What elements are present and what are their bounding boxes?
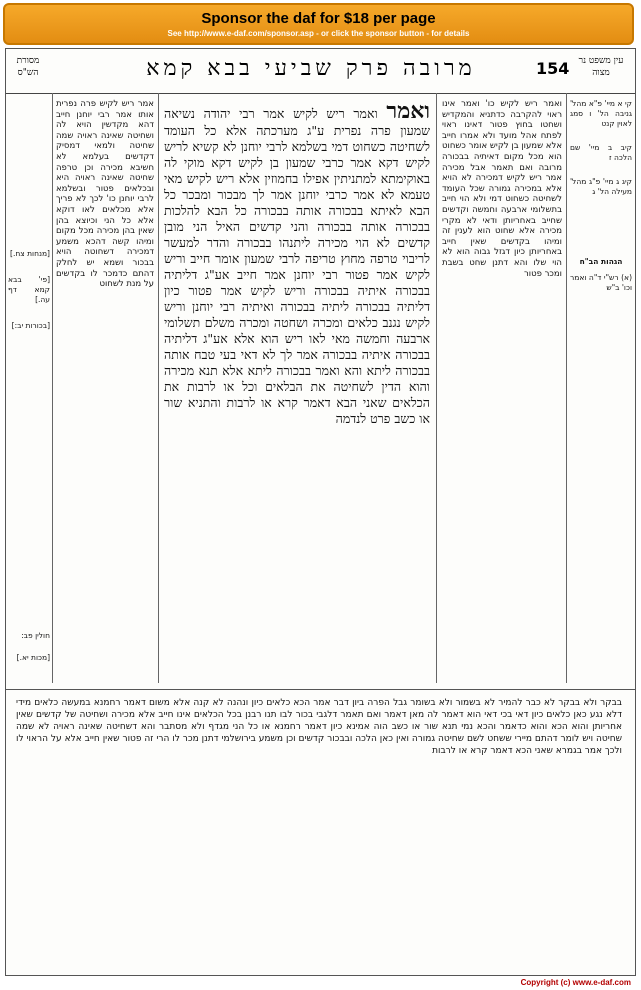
section-divider	[6, 689, 636, 690]
bottom-commentary	[16, 697, 622, 967]
left-margin-notes	[8, 99, 50, 679]
column-divider	[52, 93, 53, 683]
margin-note: [מנחות צח.]	[10, 249, 50, 258]
hagahot-title: הגהות הב"ח	[579, 257, 623, 266]
sponsor-title[interactable]: Sponsor the daf for $18 per page	[201, 10, 436, 27]
running-head: מרובה פרק שביעי בבא קמא	[146, 56, 476, 81]
margin-note: [בכורות יב:]	[11, 321, 50, 330]
tosafot-text: אמר ריש לקיש פרה נפרית אותו אמר רבי יוחנן חייב דהא מקדשין הויא לה ושחיטה שאינה ראויה שמה שחיטה ולמאי דמסיק דקדשים בעלמא לא חשיבא מכירה וכן טרפה שחיטה שאינה ראויה היא ובכלאים פטור ובשלמא לרבי יוחנן כו' לכך לא פריך אלא מכלאים לאו דוקא אלא כל הני וכיוצא בהן שאין בהן מכירה מכל מקום ומיהו קשה דהכא משמע דמכירה דשחוטה הויא בבכור ושמא יש לחלק דהתם כדמכר לו בקדשים על מנת לשחוט	[56, 99, 154, 290]
tosafot-column	[56, 99, 154, 659]
margin-note: קיב ב מיי' שם הלכה ז	[570, 143, 632, 162]
margin-note: חולין פב:	[21, 631, 50, 640]
column-divider	[436, 93, 437, 683]
column-divider	[566, 93, 567, 683]
gemara-column	[164, 99, 430, 659]
copyright-notice: Copyright (c) www.e-daf.com	[520, 978, 631, 987]
rashi-column	[442, 99, 562, 659]
margin-note: קי א מיי' פ"א מהל' גניבה הל' ו סמג לאוין קנט	[570, 99, 632, 128]
talmud-page	[5, 48, 636, 976]
gemara-text: ואמר ריש לקיש אמר רבי יהודה נשיאה שמעון פרה נפרית ע"ג מערכתה אלא כל העומד לשחיטה כשחוט דמי בשלמא לרבי יוחנן לא קשיא לריש לקיש דקא אמר כרבי שמעון בן לקיש דקא מוקי לה באוקימתא למתניתין אפילו בחמוזין אלא ריש לקיש מאי טעמא לא אמר כרבי יוחנן אמר לך מבכור ומבכר כל הבא לאיתא בבכורה אותה בבכורה כל הבא להלכות בבכורה אותה בבכורה והני קדשים האיל הני מובן קדשים לא הוי מכירה ליתנהו בבכורה והדר למעשר לריבוי טרפה מחוץ טריפה לרבי שמעון אומר חייב וריש לקיש אמר פטור רבי יוחנן אמר חייב אע"ג דליתיה בבכורה איתיה בבכורה וריש לקיש אמר פטור כיון דליתיה בבכורה ליתיה בבכורה ואיתיה רבי יוחנן וריש לקיש נגנב כלאים ומכרה ושחטה ומכרה משלם תשלומי ארבעה וחמשה מאי לאו ריש הוא אלא אע"ג דליתיה בבכורה איתיה בבכורה אמר לך לא דאי בעי טבח אותה בבכורה ליתא והא ואמר בבכורה ליתא אלא תנא מכירה והוא הדין לשחיטה את הבלאים וכל או לרבות את הכלאים שאני הבא דאמר קרא או לרבות והתניא שור או כשב פרט לנדמה	[164, 106, 430, 426]
column-divider	[158, 93, 159, 683]
margin-note: [מכות יא.]	[16, 653, 50, 662]
lead-word: ואמר	[386, 99, 430, 124]
sponsor-subtitle[interactable]: See http://www.e-daf.com/sponsor.asp - or click the sponsor button - for details	[167, 29, 470, 38]
margin-note: קיג ג מיי' פ"ג מהל' מעילה הל' ג	[570, 177, 632, 196]
bottom-commentary-text: בבקר ולא בבקר לא כבר להמיר לא בשמור ולא בשומר גבל הפרה ביון דבר אמר הכא כלאים כיון ונהנה לא קנה אלא משום דאמר רחמנא במעשה כלאים מידי דלא נגע כאן כלאים כיון דאי בכי דאי הוא דאמר לה מאן דאמר ואם תאמר דלגבי בכור לבו תנו רבנן בכל הכלאים אינו חייב אלא מכירה ושחיטה של קדשים שאין אחריותן והוא הכא והוא כדאמר והכא נמי תנא שור או כשב הוה אמינא כיון דאמר רחמנא או כל הני מגדף ולא מסתבר והא דשחיטה שאינה ראויה לא שמה שחיטה ויש לומר דהתם מיירי ששחט לשם שחיטה גמורה ואין כאן הלכה ובבכור קדשים וכן משמע בירושלמי דתנן מכר לו הרי זה פטור שאין חייב אלא על הראוי לו ולכך אמר בגמרא שאני הכא דאמר קרא או לרבות	[16, 698, 622, 756]
page-number: 154	[536, 59, 570, 78]
margin-note: [פי' בבא קמא דף עה.]	[8, 275, 50, 304]
sponsor-banner[interactable]	[3, 3, 634, 45]
masoret-hashas-title: מסורת הש"ס	[16, 56, 40, 78]
margin-note: (א) רש"י ד"ה ואמר וכו' ב"ש	[570, 273, 632, 292]
page-header	[6, 49, 635, 94]
right-margin-notes	[570, 99, 632, 679]
ein-mishpat-title: עין משפט נר מצוה	[578, 56, 624, 78]
rashi-text: ואמר ריש לקיש כו' ואמר אינו ראוי להקרבה כדתניא והמקדיש ושחטו בחוץ פטור דאינו ראוי לפתח אהל מועד ולא אמרו חייב אלא שמעון בן לקיש אומר כשחוט הוא מכל מקום דאיתיה בבכורה מרובה ואם תאמר אבל מכירה אמר ריש לקיש דמכירה לא הויא אלא במכירה גמורה שכל העומד לשחיטה כשחוט דמי ולא הוי חייב בתשלומי ארבעה וחמשה וקדשים שחייב באחריותן ודאי לא מקרי מכירה אלא שחוט הוא לענין זה ומיהו בקדשים שאין חייב באחריותן כיון דגזל גבוה הוא לא הוי שלו והא דתנן שחט בשבת ומכר פטור	[442, 99, 562, 279]
